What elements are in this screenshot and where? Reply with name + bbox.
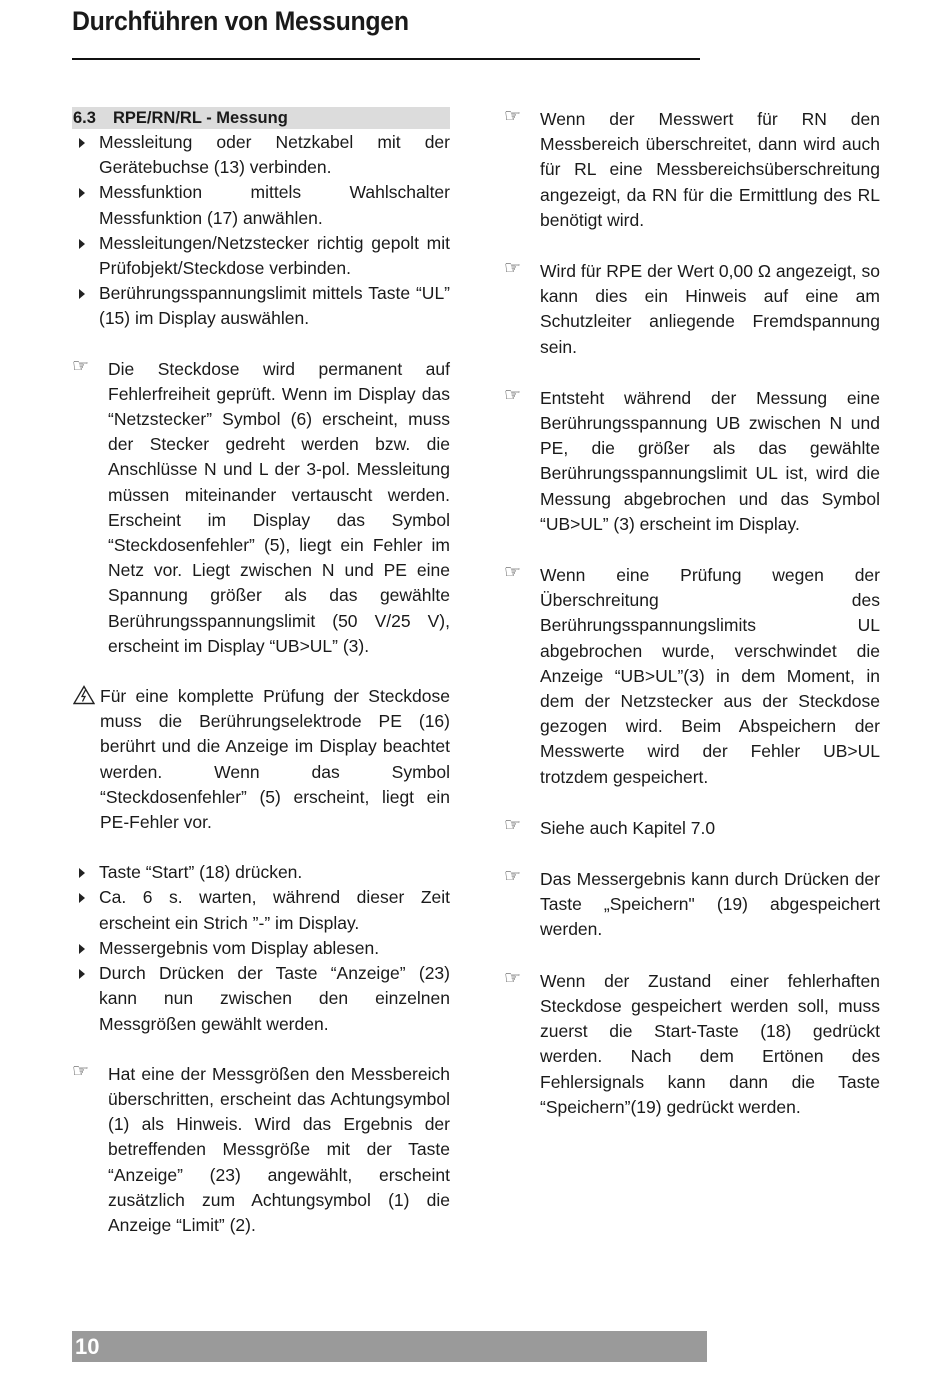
footer-bar [72,1331,707,1362]
steps-list-1 [72,130,450,332]
pointing-hand-icon: ☞ [72,1060,90,1082]
note-paragraph: ☞ Das Messergebnis kann durch Drücken der Taste „Speichern" (19) abgespeichert werden. [504,866,880,940]
triangle-bullet-icon [79,893,85,903]
section-heading [72,107,450,129]
note-paragraph: ☞ Wenn eine Prüfung wegen der Überschreitung des Berührungsspannungslimits UL abgebrochen wurde, verschwindet die Anzeige “UB>UL”(3) in dem Moment, in dem der Netzstecker aus der Steckdose gezogen wird. Beim Abspeichern der Messwerte wird der Fehler UB>UL trotzdem gespeichert. [504,562,880,787]
warning-paragraph: Für eine komplette Prüfung der Steckdose muss die Berührungselektrode PE (16) berührt und die Anzeige im Display beachtet werden. Wenn das Symbol “Steckdosenfehler” (5) erscheint, liegt ein PE-Fehler vor. [72,684,450,835]
triangle-bullet-icon [79,239,85,249]
list-item: Ca. 6 s. warten, während dieser Zeit erscheint ein Strich ”-” im Display. [72,885,450,935]
left-column [72,107,450,1238]
pointing-hand-icon: ☞ [504,562,522,584]
pointing-hand-icon: ☞ [504,384,522,406]
section-title: RPE/RN/RL - Messung [113,109,288,127]
steps-list-2 [72,860,450,1036]
triangle-bullet-icon [79,868,85,878]
page-number: 10 [75,1334,100,1359]
list-item: Messergebnis vom Display ablesen. [72,936,450,961]
title-rule [72,58,700,60]
warning-triangle-icon [73,685,95,712]
list-item: Messleitung oder Netzkabel mit der Gerätebuchse (13) verbinden. [72,130,450,180]
list-item: Messfunktion mittels Wahlschalter Messfunktion (17) anwählen. [72,180,450,230]
pointing-hand-icon: ☞ [504,106,522,127]
page-title: Durchführen von Messungen [72,6,409,36]
note-paragraph: ☞ Wenn der Zustand einer fehlerhaften Steckdose gespeichert werden soll, muss zuerst die Start-Taste (18) gedrückt werden. Nach dem Ertönen des Fehlersignals kann dann die Taste “Speichern”(19) gedrückt werden. [504,967,880,1117]
right-column [504,107,880,1120]
triangle-bullet-icon [79,188,85,198]
note-paragraph: ☞ Die Steckdose wird permanent auf Fehlerfreiheit geprüft. Wenn im Display das “Netzstecker” Symbol (6) erscheint, muss der Stecker gedreht werden bzw. die Anschlüsse N und L der 3-pol. Messleitung müssen miteinander vertauscht werden. Erscheint im Display das Symbol “Steckdosenfehler” (5), liegt ein Fehler im Netz vor. Liegt zwischen N und PE eine Spannung größer als das gewählte Berührungsspannungslimit (50 V/25 V), erscheint im Display “UB>UL” (3). [72,355,450,656]
triangle-bullet-icon [79,138,85,148]
triangle-bullet-icon [79,944,85,954]
section-number: 6.3 [73,109,96,127]
note-paragraph: ☞ Wenn der Messwert für RN den Messbereich überschreitet, dann wird auch für RL eine Messbereichsüberschreitung angezeigt, da RN für die Ermittlung des RL benötigt wird. [504,106,880,230]
note-paragraph: ☞ Entsteht während der Messung eine Berührungsspannung UB zwischen N und PE, die größer als das gewählte Berührungsspannungslimit UL ist, wird die Messung abgebrochen und das Symbol “UB>UL” (3) erscheint im Display. [504,384,880,534]
pointing-hand-icon: ☞ [72,355,90,377]
list-item: Durch Drücken der Taste “Anzeige” (23) kann nun zwischen den einzelnen Messgrößen gewählt werden. [72,961,450,1037]
pointing-hand-icon: ☞ [504,967,522,989]
note-paragraph: ☞ Hat eine der Messgrößen den Messbereich überschritten, erscheint das Achtungsymbol (1) als Hinweis. Wird das Ergebnis der betreffenden Messgröße mit der Taste “Anzeige” (23) angewählt, erscheint zusätzlich zum Achtungsymbol (1) die Anzeige “Limit” (2). [72,1060,450,1235]
list-item: Taste “Start” (18) drücken. [72,860,450,885]
triangle-bullet-icon [79,289,85,299]
list-item: Messleitungen/Netzstecker richtig gepolt mit Prüfobjekt/Steckdose verbinden. [72,231,450,281]
triangle-bullet-icon [79,969,85,979]
pointing-hand-icon: ☞ [504,258,522,280]
list-item: Berührungsspannungslimit mittels Taste “UL” (15) im Display auswählen. [72,281,450,331]
note-paragraph: ☞ Siehe auch Kapitel 7.0 [504,814,716,838]
note-paragraph: ☞ Wird für RPE der Wert 0,00 Ω angezeigt, so kann dies ein Hinweis auf eine am Schutzleiter anliegende Fremdspannung sein. [504,258,880,357]
pointing-hand-icon: ☞ [504,866,522,888]
pointing-hand-icon: ☞ [504,814,522,836]
